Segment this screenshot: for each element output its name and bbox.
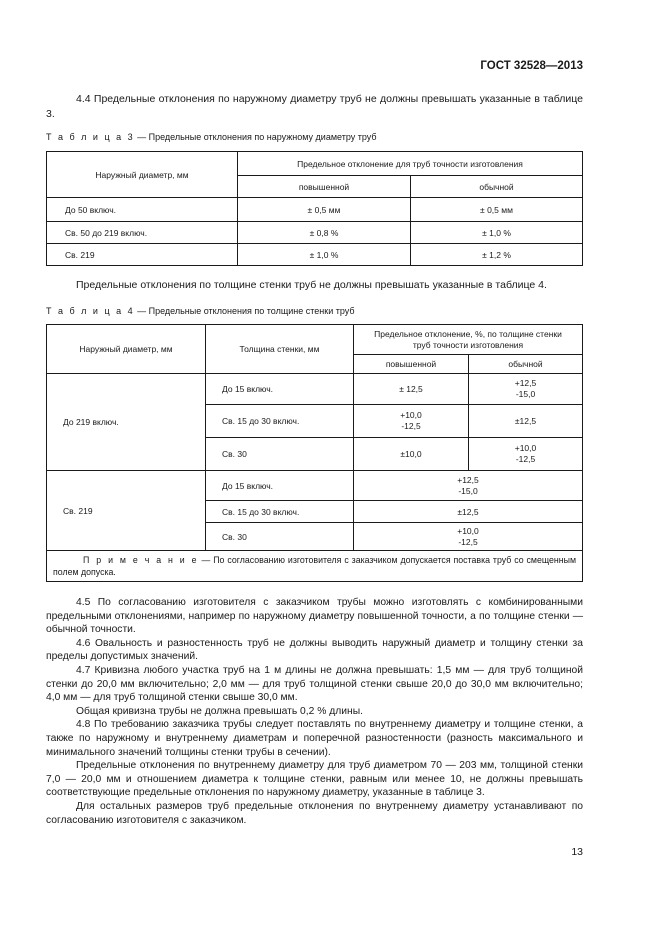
paragraph-table4-intro: Предельные отклонения по толщине стенки труб не должны превышать указанные в таблице 4. <box>76 279 547 291</box>
table4-cell-normal-plus: +10,0 <box>514 443 537 453</box>
table3-cell-normal: ± 1,2 % <box>411 244 583 266</box>
table4-cell-wall: Св. 15 до 30 включ. <box>206 501 354 523</box>
table4-header-group <box>354 325 583 355</box>
table-row <box>47 198 583 222</box>
table4-note <box>47 551 583 582</box>
table4-group2-diameter: Св. 219 <box>47 471 206 551</box>
table4-cell-value-minus: -15,0 <box>458 485 478 496</box>
table4-cell-wall: Св. 30 <box>206 523 354 551</box>
table4-cell-value-plus: +12,5 <box>457 474 479 485</box>
table4-header-diameter: Наружный диаметр, мм <box>47 325 206 374</box>
table-4 <box>46 324 583 582</box>
table3-caption-prefix: Т а б л и ц а 3 <box>46 132 135 142</box>
table-row <box>47 222 583 244</box>
table4-caption-prefix: Т а б л и ц а 4 <box>46 306 135 316</box>
table3-header-diameter: Наружный диаметр, мм <box>47 152 238 198</box>
table4-header-normal: обычной <box>469 355 583 374</box>
table-row <box>47 471 583 501</box>
table3-header-normal: обычной <box>411 176 583 198</box>
page-number: 13 <box>571 846 583 858</box>
paragraph-4-8: 4.8 По требованию заказчика трубы следует поставлять по внутреннему диаметру и толщине стенки, а также по наружному и внутреннему диаметрам и поперечной разностенности (разность максимального и минимального значений толщины стенки трубы в сечении). <box>46 719 583 758</box>
table4-cell-value-minus: -12,5 <box>458 536 478 547</box>
table4-cell-normal-minus: -12,5 <box>515 454 536 464</box>
table4-cell-normal <box>469 438 583 471</box>
table3-cell-diameter: До 50 включ. <box>47 198 238 222</box>
table4-note-row <box>47 551 583 582</box>
document-code: ГОСТ 32528—2013 <box>480 60 583 72</box>
table3-cell-diameter: Св. 219 <box>47 244 238 266</box>
table3-header-high: повышенной <box>238 176 411 198</box>
table4-cell-value: ±12,5 <box>354 501 583 523</box>
paragraph-4-7-total: Общая кривизна трубы не должна превышать 0,2 % длины. <box>76 705 363 717</box>
table4-cell-normal-minus: -15,0 <box>515 389 536 399</box>
paragraph-4-5: 4.5 По согласованию изготовителя с заказчиком трубы можно изготовлять с комбинированными предельными отклонениями, например по наружному диаметру повышенной точности, а по толщине стенки — обычной точности. <box>46 597 583 636</box>
table4-cell-high <box>354 405 469 438</box>
table3-header-group: Предельное отклонение для труб точности изготовления <box>238 152 583 176</box>
paragraph-4-8-other: Для остальных размеров труб предельные отклонения по внутреннему диаметру устанавливают по согласованию изготовителя с заказчиком. <box>46 800 583 826</box>
table3-cell-diameter: Св. 50 до 219 включ. <box>47 222 238 244</box>
table4-cell-value-plus: +10,0 <box>457 525 479 536</box>
table3-cell-high: ± 0,5 мм <box>238 198 411 222</box>
paragraph-4-4: 4.4 Предельные отклонения по наружному диаметру труб не должны превышать указанные в таблице 3. <box>46 93 583 120</box>
paragraph-4-8-inner: Предельные отклонения по внутреннему диаметру для труб диаметром 70 — 203 мм, толщиной стенки 7,0 — 20,0 мм и отношением диаметра к толщине стенки, равным или менее 10, не должны превышать соответствующие предельные отклонения по наружному диаметру, указанные в таблице 3. <box>46 760 583 799</box>
table4-cell-normal <box>469 374 583 405</box>
table3-caption-title: — Предельные отклонения по наружному диаметру труб <box>134 132 377 142</box>
table4-cell-wall: До 15 включ. <box>206 374 354 405</box>
table4-cell-high-plus: +10,0 <box>400 410 422 420</box>
table4-cell-high-minus: -12,5 <box>401 421 421 431</box>
table-row <box>47 374 583 405</box>
table4-header-high: повышенной <box>354 355 469 374</box>
table4-header-wall: Толщина стенки, мм <box>206 325 354 374</box>
table4-cell-normal: ±12,5 <box>469 405 583 438</box>
body-paragraphs <box>46 596 583 827</box>
table4-group1-diameter: До 219 включ. <box>47 374 206 471</box>
table4-caption-title: — Предельные отклонения по толщине стенки труб <box>134 306 355 316</box>
table3-cell-normal: ± 0,5 мм <box>411 198 583 222</box>
table3-cell-high: ± 1,0 % <box>238 244 411 266</box>
table4-header-group-line1: Предельное отклонение, %, по толщине стенки <box>374 328 562 339</box>
table4-cell-high: ± 12,5 <box>354 374 469 405</box>
table3-cell-high: ± 0,8 % <box>238 222 411 244</box>
table4-caption <box>46 306 355 316</box>
table-row <box>47 244 583 266</box>
table4-header-group-line2: труб точности изготовления <box>412 339 524 350</box>
table4-note-prefix: П р и м е ч а н и е <box>83 555 199 565</box>
paragraph-4-7: 4.7 Кривизна любого участка труб на 1 м длины не должна превышать: 1,5 мм — для труб толщиной стенки до 20,0 мм включительно; 2,0 мм — для труб толщиной стенки свыше 20,0 до 30,0 мм включительно; 4,0 мм — для труб толщиной стенки свыше 30,0 мм. <box>46 664 583 704</box>
table4-cell-wall: Св. 15 до 30 включ. <box>206 405 354 438</box>
table4-cell-normal-plus: +12,5 <box>514 378 537 388</box>
table4-cell-value <box>354 471 583 501</box>
table3-caption <box>46 132 377 142</box>
table4-note-text: — По согласованию изготовителя с заказчиком допускается поставка труб со смещенным полем допуска. <box>53 555 576 577</box>
table4-cell-value <box>354 523 583 551</box>
table4-cell-wall: До 15 включ. <box>206 471 354 501</box>
table4-cell-wall: Св. 30 <box>206 438 354 471</box>
table3-cell-normal: ± 1,0 % <box>411 222 583 244</box>
table-3 <box>46 151 583 266</box>
paragraph-4-6: 4.6 Овальность и разностенность труб не должны выводить наружный диаметр и толщину стенки за пределы допустимых значений. <box>46 637 583 663</box>
table4-cell-high: ±10,0 <box>354 438 469 471</box>
